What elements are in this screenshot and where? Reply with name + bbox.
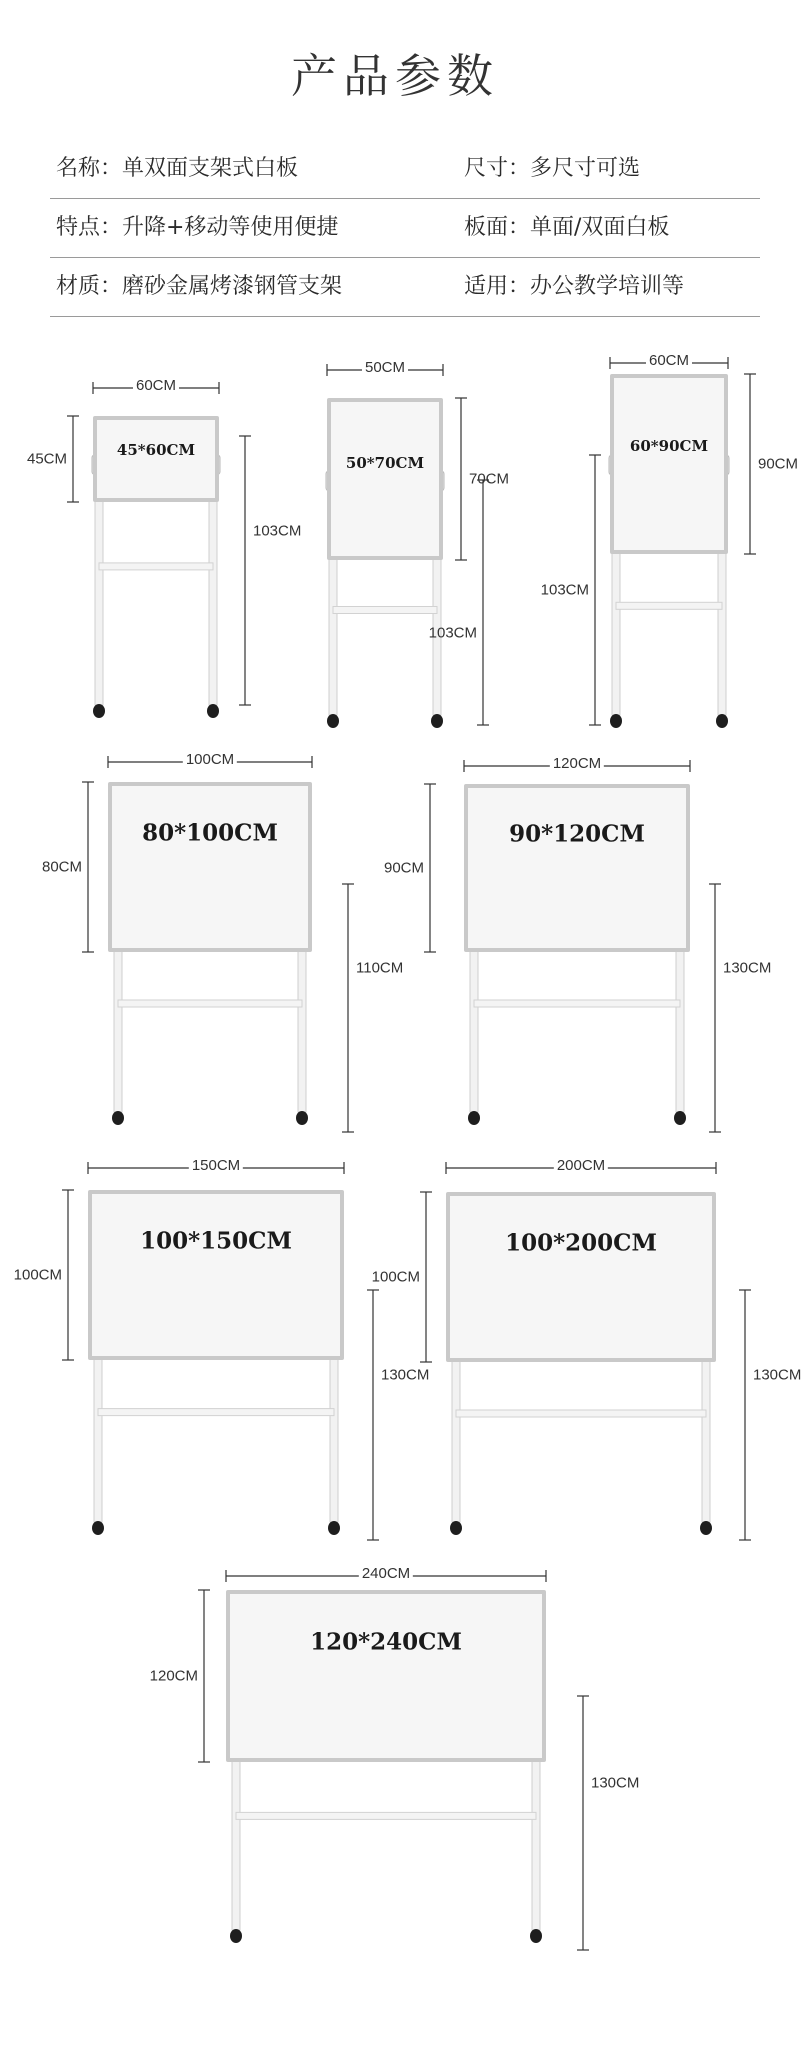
stand-crossbar (118, 1000, 302, 1007)
wheel-icon (328, 1521, 340, 1535)
spec-name: 名称：单双面支架式白板 (56, 156, 299, 181)
wheel-icon (674, 1111, 686, 1125)
width-dimension-label: 50CM (362, 359, 408, 376)
board-height-dimension-label: 100CM (371, 1268, 420, 1286)
wheel-icon (296, 1111, 308, 1125)
width-dimension-label: 120CM (550, 755, 604, 772)
board-size-label: 90*120CM (509, 820, 645, 848)
wheel-icon (230, 1929, 242, 1943)
page-title: 产品参数 (291, 49, 499, 103)
width-dimension-label: 200CM (554, 1157, 608, 1174)
wheel-icon (468, 1111, 480, 1125)
width-dimension-label: 60CM (133, 377, 179, 394)
stand-height-dimension-label: 130CM (591, 1774, 640, 1792)
wheel-icon (450, 1521, 462, 1535)
wheel-icon (700, 1521, 712, 1535)
stand-crossbar (333, 607, 437, 614)
spec-feature: 特点：升降+移动等使用便捷 (56, 215, 339, 240)
stand-height-dimension-label: 130CM (381, 1366, 430, 1384)
wheel-icon (207, 704, 219, 718)
board-size-label: 50*70CM (345, 453, 425, 472)
stand-crossbar (98, 1409, 334, 1416)
board-surface (92, 1194, 340, 1356)
board-size-label: 80*100CM (142, 819, 278, 847)
stand-crossbar (474, 1000, 680, 1007)
stand-height-dimension-label: 130CM (723, 959, 772, 977)
board-height-dimension-label: 100CM (13, 1266, 62, 1284)
stand-height-dimension-label: 103CM (428, 624, 477, 641)
board-height-dimension-label: 45CM (26, 450, 67, 468)
board-surface (331, 402, 439, 556)
wheel-icon (431, 714, 443, 728)
board-surface (450, 1196, 712, 1358)
stand-crossbar (99, 563, 213, 570)
board-size-label: 100*200CM (505, 1229, 657, 1257)
wheel-icon (327, 714, 339, 728)
spec-surface: 板面：单面/双面白板 (464, 215, 670, 240)
stand-height-dimension-label: 110CM (356, 959, 404, 977)
wheel-icon (716, 714, 728, 728)
width-dimension-label: 240CM (359, 1565, 413, 1582)
board-size-label: 120*240CM (310, 1628, 462, 1656)
stand-height-dimension-label: 103CM (253, 522, 302, 539)
spec-usage: 适用：办公教学培训等 (464, 274, 685, 299)
board-height-dimension-label: 90CM (383, 859, 424, 877)
board-height-dimension-label: 80CM (41, 858, 82, 876)
stand-height-dimension-label: 103CM (540, 581, 589, 599)
board-height-dimension-label: 120CM (149, 1667, 198, 1685)
board-height-dimension-label: 70CM (469, 470, 510, 488)
board-surface (230, 1594, 542, 1758)
width-dimension-label: 150CM (189, 1157, 243, 1174)
stand-crossbar (236, 1812, 536, 1819)
spec-material: 材质：磨砂金属烤漆钢管支架 (56, 274, 343, 299)
wheel-icon (92, 1521, 104, 1535)
wheel-icon (530, 1929, 542, 1943)
spec-size: 尺寸：多尺寸可选 (464, 156, 641, 181)
board-height-dimension-label: 90CM (758, 455, 799, 473)
width-dimension-label: 100CM (183, 751, 237, 768)
wheel-icon (93, 704, 105, 718)
wheel-icon (112, 1111, 124, 1125)
board-size-label: 100*150CM (140, 1227, 292, 1255)
stand-crossbar (616, 602, 722, 609)
width-dimension-label: 60CM (646, 352, 692, 369)
wheel-icon (610, 714, 622, 728)
stand-crossbar (456, 1410, 706, 1417)
board-surface (468, 788, 686, 948)
board-size-label: 60*90CM (629, 437, 709, 455)
board-surface (112, 786, 308, 948)
board-surface (614, 378, 724, 550)
board-size-label: 45*60CM (116, 441, 196, 460)
stand-height-dimension-label: 130CM (753, 1366, 801, 1384)
